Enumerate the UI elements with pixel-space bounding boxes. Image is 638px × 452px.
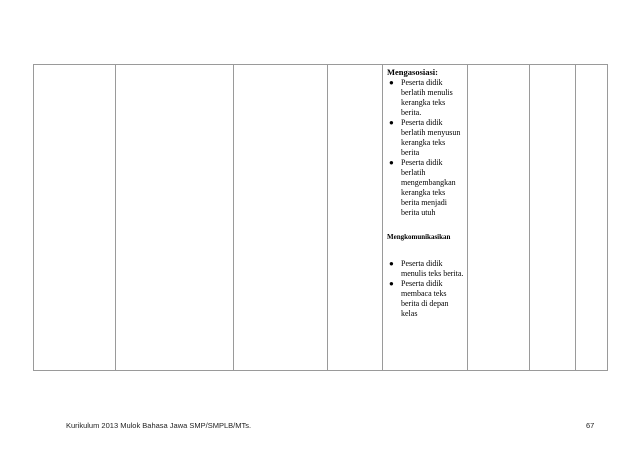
table-cell-empty-7 xyxy=(530,65,576,371)
lesson-plan-table xyxy=(33,64,608,371)
activity-list-mengasosiasi xyxy=(387,78,464,218)
table-cell-empty-2 xyxy=(116,65,234,371)
list-item: ● Peserta didik menulis teks berita. xyxy=(389,259,464,278)
table-cell-empty-3 xyxy=(234,65,328,371)
list-item: ● Peserta didik berlatih mengembangkan kerangka teks berita menjadi berita utuh xyxy=(389,158,456,217)
list-item: ● Peserta didik berlatih menulis kerangka teks berita. xyxy=(389,78,453,117)
table-cell-empty-8 xyxy=(576,65,608,371)
bullet-icon: ● xyxy=(389,279,394,288)
section-heading-mengkomunikasikan: Mengkomunikasikan xyxy=(387,233,451,241)
footer-title: Kurikulum 2013 Mulok Bahasa Jawa SMP/SMPLB/MTs. xyxy=(66,421,252,430)
activity-list-mengkomunikasikan xyxy=(387,259,464,319)
bullet-icon: ● xyxy=(389,158,394,167)
table-cell-empty-1 xyxy=(34,65,116,371)
table-cell-empty-6 xyxy=(468,65,530,371)
table-row xyxy=(34,65,608,371)
bullet-icon: ● xyxy=(389,78,394,87)
section-heading-mengasosiasi: Mengasosiasi: xyxy=(387,67,438,77)
list-item: ● Peserta didik berlatih menyusun kerangka teks berita xyxy=(389,118,461,157)
page-number: 67 xyxy=(586,421,595,430)
table-cell-empty-4 xyxy=(328,65,383,371)
bullet-icon: ● xyxy=(389,259,394,268)
list-item: ● Peserta didik membaca teks berita di depan kelas xyxy=(389,279,449,318)
bullet-icon: ● xyxy=(389,118,394,127)
table-cell-activities xyxy=(383,65,468,371)
